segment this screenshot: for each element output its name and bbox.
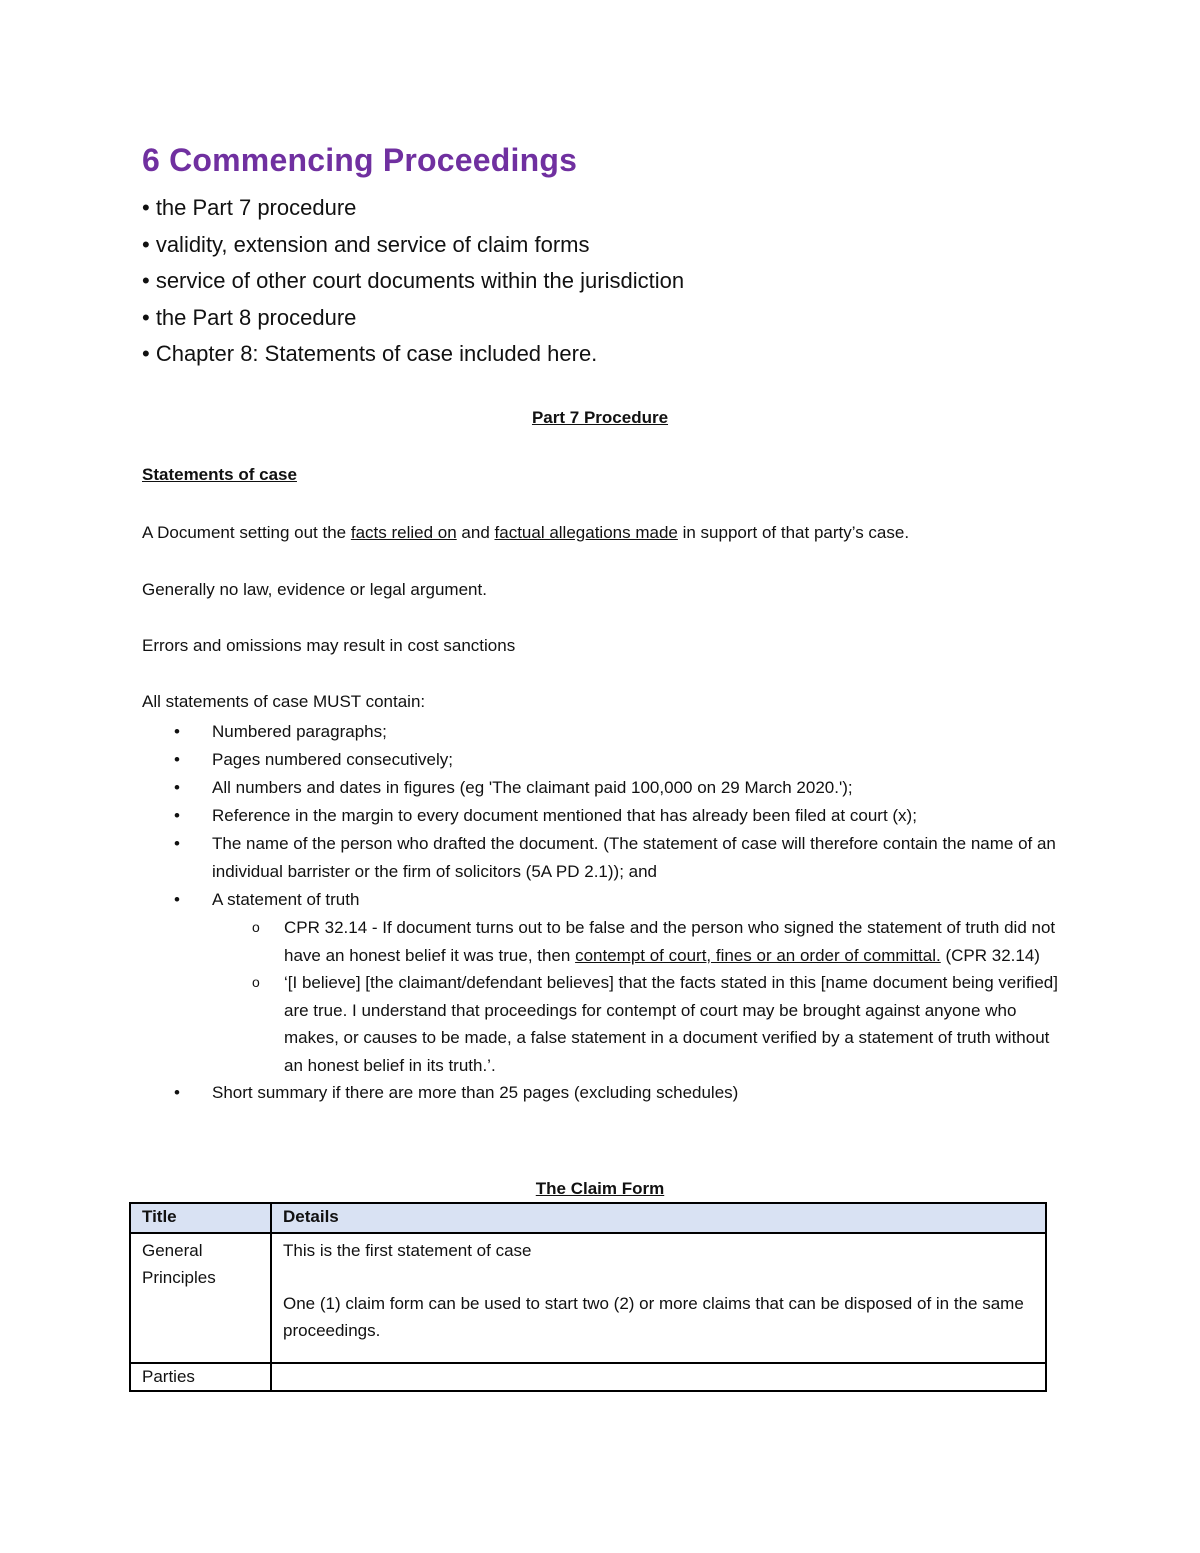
- statements-of-case-heading: Statements of case: [142, 465, 297, 484]
- cpr-text: CPR 32.14 - If document turns out to be false and the person who signed the statement of truth did not have an honest belief it was true, then: [284, 918, 1056, 965]
- list-item: [142, 1079, 1062, 1107]
- must-contain-intro: All statements of case MUST contain:: [142, 692, 426, 711]
- claim-form-heading: The Claim Form: [535, 1179, 665, 1198]
- intro-bullet: • the Part 7 procedure: [142, 195, 357, 220]
- sub-bullet-icon: o: [252, 919, 260, 935]
- definition-text: and: [456, 523, 495, 542]
- intro-bullet-list: [142, 190, 684, 373]
- bullet-icon: •: [174, 1083, 180, 1102]
- cpr-underlined-consequence: contempt of court, fines or an order of committal.: [575, 945, 941, 965]
- table-header-row: [130, 1203, 1046, 1233]
- bullet-icon: •: [174, 722, 180, 741]
- bullet-icon: •: [174, 778, 180, 797]
- list-item-text: Short summary if there are more than 25 pages (excluding schedules): [212, 1083, 739, 1102]
- statement-of-truth-sublist: [212, 914, 1062, 1079]
- intro-bullet: • validity, extension and service of claim forms: [142, 231, 590, 257]
- bullet-icon: •: [174, 890, 180, 909]
- column-header-title: Title: [130, 1203, 271, 1233]
- cpr-reference: (CPR 32.14): [940, 945, 1040, 965]
- intro-bullet: • Chapter 8: Statements of case included here.: [142, 341, 598, 366]
- row-title: General Principles: [130, 1233, 271, 1363]
- sub-bullet-icon: o: [252, 974, 260, 990]
- claim-form-table: [129, 1202, 1047, 1392]
- detail-line: One (1) claim form can be used to start two (2) or more claims that can be disposed of in the same proceedings.: [283, 1294, 1024, 1340]
- definition-paragraph: [142, 522, 909, 544]
- intro-bullet: • the Part 8 procedure: [142, 304, 357, 330]
- list-item-text: The name of the person who drafted the document. (The statement of case will therefore contain the name of an individual barrister or the firm of solicitors (5A PD 2.1)); and: [212, 834, 1056, 881]
- column-header-details: Details: [271, 1203, 1046, 1233]
- table-row: [130, 1363, 1046, 1391]
- definition-text: in support of that party’s case.: [677, 523, 910, 542]
- truth-wording-text: ‘[I believe] [the claimant/defendant believes] that the facts stated in this [name document being verified] are true. I understand that proceedings for contempt of court may be brought against anyone who makes, or causes to be made, a false statement in a document verified by a statement of truth without an honest belief in its truth.’.: [284, 973, 1058, 1075]
- list-item: [142, 774, 1062, 802]
- list-item-text: All numbers and dates in figures (eg 'The claimant paid 100,000 on 29 March 2020.');: [212, 778, 853, 797]
- row-details: [271, 1233, 1046, 1363]
- list-item-text: A statement of truth: [212, 890, 360, 909]
- definition-underlined-allegations: factual allegations made: [494, 523, 678, 542]
- part7-heading: Part 7 Procedure: [531, 408, 669, 427]
- definition-text: A Document setting out the: [142, 523, 351, 542]
- list-item: [142, 830, 1062, 886]
- list-item: [142, 802, 1062, 830]
- sub-list-item: [212, 914, 1062, 969]
- bullet-icon: •: [174, 834, 180, 853]
- must-contain-list: [142, 718, 1062, 1107]
- list-item: [142, 718, 1062, 746]
- detail-line: This is the first statement of case: [283, 1241, 532, 1260]
- table-row: [130, 1233, 1046, 1363]
- list-item-text: Numbered paragraphs;: [212, 722, 387, 741]
- row-details: [271, 1363, 1046, 1391]
- page-title: 6 Commencing Proceedings: [142, 142, 578, 178]
- row-title: Parties: [130, 1363, 271, 1391]
- no-law-paragraph: Generally no law, evidence or legal argument.: [142, 580, 487, 599]
- bullet-icon: •: [174, 806, 180, 825]
- list-item: [142, 886, 1062, 1079]
- bullet-icon: •: [174, 750, 180, 769]
- list-item: [142, 746, 1062, 774]
- list-item-text: Pages numbered consecutively;: [212, 750, 453, 769]
- intro-bullet: • service of other court documents within the jurisdiction: [142, 268, 685, 293]
- errors-paragraph: Errors and omissions may result in cost sanctions: [142, 636, 516, 655]
- sub-list-item: [212, 969, 1062, 1079]
- list-item-text: Reference in the margin to every document mentioned that has already been filed at court (x);: [212, 806, 917, 825]
- definition-underlined-facts: facts relied on: [350, 523, 457, 542]
